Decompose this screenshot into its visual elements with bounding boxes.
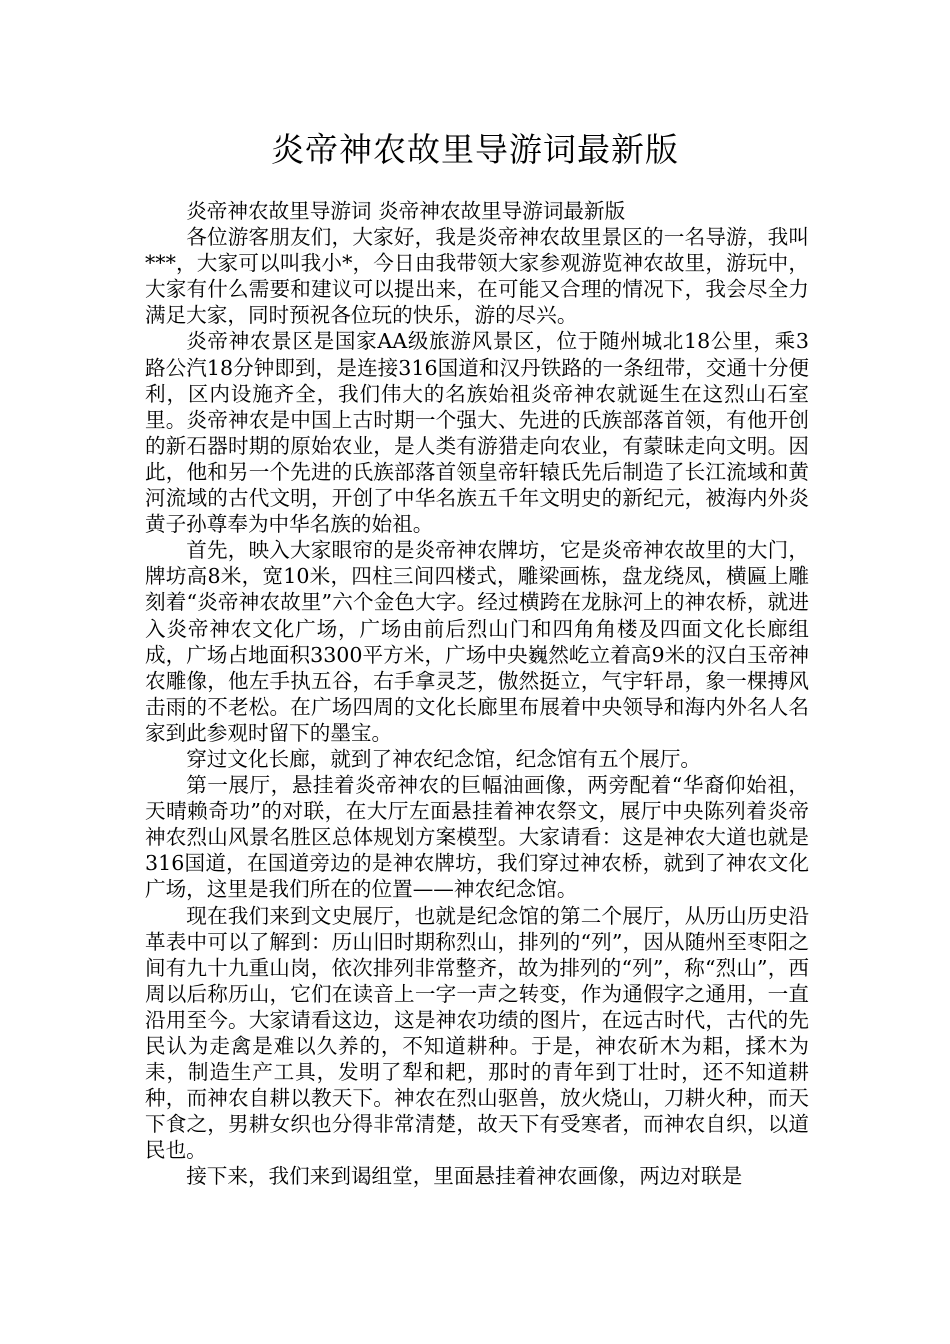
paragraph-archway: 首先，映入大家眼帘的是炎帝神农牌坊，它是炎帝神农故里的大门，牌坊高8米，宽10米，四柱三间四楼式，雕梁画栋，盘龙绕凤，横匾上雕刻着“炎帝神农故里”六个金色大字。经过横跨在龙脉河上的神农桥，就进入炎帝神农文化广场，广场由前后烈山门和四角角楼及四面文化长廊组成，广场占地面积3300平方米，广场中央巍然屹立着高9米的汉白玉帝神农雕像，他左手执五谷，右手拿灵芝，傲然挺立，气宇轩昂，象一棵搏风击雨的不老松。在广场四周的文化长廊里布展着中央领导和海内外名人名家到此参观时留下的墨宝。 [145,538,809,745]
paragraph-memorial-hall: 穿过文化长廊，就到了神农纪念馆，纪念馆有五个展厅。 [186,746,702,771]
paragraph-greeting: 各位游客朋友们，大家好，我是炎帝神农故里景区的一名导游，我叫***，大家可以叫我小*，今日由我带领大家参观游览神农故里，游玩中，大家有什么需要和建议可以提出来，在可能又合理的情况下，我会尽全力满足大家，同时预祝各位玩的快乐，游的尽兴。 [145,225,809,328]
paragraph-ancestor-hall: 接下来，我们来到谒组堂，里面悬挂着神农画像，两边对联是 [186,1164,743,1189]
document-body [145,198,809,1190]
paragraph-history-hall: 现在我们来到文史展厅，也就是纪念馆的第二个展厅，从历山历史沿革表中可以了解到：历山旧时期称烈山，排列的“列”，因从随州至枣阳之间有九十九重山岗，依次排列非常整齐，故为排列的“列”，称“烈山”，西周以后称历山，它们在读音上一字一声之转变，作为通假字之通用，一直沿用至今。大家请看这边，这是神农功绩的图片，在远古时代，古代的先民认为走禽是难以久养的，不知道耕种。于是，神农斫木为耜，揉木为耒，制造生产工具，发明了犁和耙，那时的青年到丁壮时，还不知道耕种，而神农自耕以教天下。神农在烈山驱兽，放火烧山，刀耕火种，而天下食之，男耕女织也分得非常清楚，故天下有受寒者，而神农自织，以道民也。 [145,903,809,1163]
paragraph-first-hall: 第一展厅，悬挂着炎帝神农的巨幅油画像，两旁配着“华裔仰始祖，天晴赖奇功”的对联，在大厅左面悬挂着神农祭文，展厅中央陈列着炎帝神农烈山风景名胜区总体规划方案模型。大家请看：这是神农大道也就是316国道，在国道旁边的是神农牌坊，我们穿过神农桥，就到了神农文化广场，这里是我们所在的位置——神农纪念馆。 [145,773,809,902]
document-title: 炎帝神农故里导游词最新版 [271,130,679,169]
paragraph-subtitle: 炎帝神农故里导游词 炎帝神农故里导游词最新版 [186,199,626,223]
paragraph-scenic-area: 炎帝神农景区是国家AA级旅游风景区，位于随州城北18公里，乘3路公汽18分钟即到，是连接316国道和汉丹铁路的一条纽带，交通十分便利，区内设施齐全，我们伟大的名族始祖炎帝神农就诞生在这烈山石室里。炎帝神农是中国上古时期一个强大、先进的氏族部落首领，有他开创的新石器时期的原始农业，是人类有游猎走向农业，有蒙昧走向文明。因此，他和另一个先进的氏族部落首领皇帝轩辕氏先后制造了长江流域和黄河流域的古代文明，开创了中华名族五千年文明史的新纪元，被海内外炎黄子孙尊奉为中华名族的始祖。 [145,329,809,537]
